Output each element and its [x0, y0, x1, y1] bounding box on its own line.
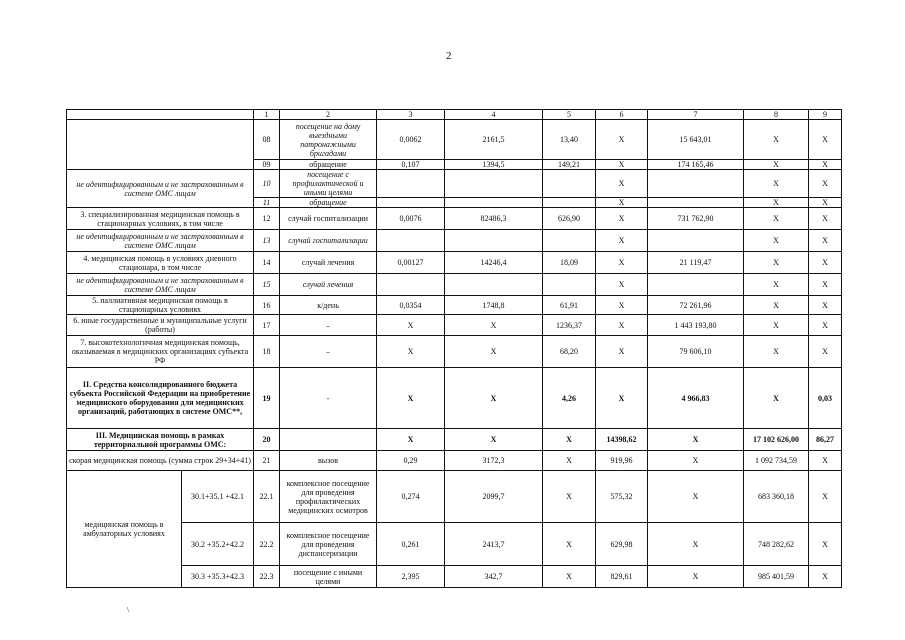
table-row [67, 252, 842, 274]
cell: 79 606,10 [648, 336, 744, 368]
row-label: II. Средства консолидированного бюджета субъекта Российской Федерации на приобретение медицинского оборудования для медицинских организаций, работающих в системе ОМС**, [67, 368, 254, 429]
row-unit: случай лечения [280, 252, 377, 274]
cell: 0,274 [377, 471, 445, 523]
cell: X [809, 523, 842, 566]
row-label: 7. высокотехнологичная медицинская помощь, оказываемая в медицинских организациях субъекта РФ [67, 336, 254, 368]
cell: 61,91 [543, 296, 596, 315]
cell: X [809, 230, 842, 252]
cell: 15 643,01 [648, 120, 744, 160]
cell: X [809, 160, 842, 170]
row-code: 19 [254, 368, 280, 429]
cell: X [744, 160, 809, 170]
cell: X [744, 315, 809, 336]
row-code: 11 [254, 198, 280, 208]
cell: X [543, 451, 596, 471]
cell: 0,107 [377, 160, 445, 170]
cell: X [596, 252, 648, 274]
row-unit: вызов [280, 451, 377, 471]
cell: X [445, 315, 543, 336]
cell: 1 443 193,80 [648, 315, 744, 336]
cell [648, 230, 744, 252]
header-row [67, 110, 842, 120]
row-label: не идентифицированным и не застрахованным в системе ОМС лицам [67, 274, 254, 296]
table-row [67, 523, 842, 566]
row-label: 6. иные государственные и муниципальные услуги (работы) [67, 315, 254, 336]
cell: X [543, 566, 596, 588]
cell: 626,90 [543, 208, 596, 230]
row-code: 22.2 [254, 523, 280, 566]
cell [648, 170, 744, 198]
cell: X [596, 160, 648, 170]
cell: X [744, 368, 809, 429]
cell: 0,0354 [377, 296, 445, 315]
table-row [67, 336, 842, 368]
row-code: 10 [254, 170, 280, 198]
cell [543, 230, 596, 252]
row-unit: случай госпитализации [280, 208, 377, 230]
row-unit: посещение на дому выездными патронажными бригадами [280, 120, 377, 160]
cell: X [744, 296, 809, 315]
cell: X [377, 315, 445, 336]
cell: 829,61 [596, 566, 648, 588]
cell: 14398,62 [596, 429, 648, 451]
cell [543, 170, 596, 198]
cell: X [809, 198, 842, 208]
cell: X [648, 429, 744, 451]
cell: X [596, 368, 648, 429]
cell: X [596, 315, 648, 336]
row-label: 3. специализированная медицинская помощь в стационарных условиях, в том числе [67, 208, 254, 230]
cell: X [744, 252, 809, 274]
row-ref: 30.1+35.1 +42.1 [182, 471, 254, 523]
cell: X [744, 274, 809, 296]
cell: X [744, 120, 809, 160]
cell: X [744, 170, 809, 198]
cell: X [596, 208, 648, 230]
cell: X [809, 208, 842, 230]
cell: X [543, 471, 596, 523]
cell: X [648, 523, 744, 566]
table-row [67, 451, 842, 471]
row-code: 12 [254, 208, 280, 230]
cell: 0,03 [809, 368, 842, 429]
cell [648, 274, 744, 296]
header-cell: 2 [280, 110, 377, 120]
table-row [67, 208, 842, 230]
row-ref: 30.3 +35.3+42.3 [182, 566, 254, 588]
budget-table [66, 109, 842, 588]
cell [648, 198, 744, 208]
row-label: скорая медицинская помощь (сумма строк 29+34+41) [67, 451, 254, 471]
header-cell: 9 [809, 110, 842, 120]
cell [377, 170, 445, 198]
row-unit: обращение [280, 160, 377, 170]
cell: 0,29 [377, 451, 445, 471]
cell: X [377, 368, 445, 429]
cell: 342,7 [445, 566, 543, 588]
cell: X [543, 429, 596, 451]
row-code: 17 [254, 315, 280, 336]
row-unit [280, 429, 377, 451]
row-label [67, 120, 254, 170]
cell: 1394,5 [445, 160, 543, 170]
cell: X [809, 120, 842, 160]
cell: X [744, 208, 809, 230]
cell: 13,40 [543, 120, 596, 160]
row-code: 21 [254, 451, 280, 471]
cell: X [445, 429, 543, 451]
cell: 629,98 [596, 523, 648, 566]
cell: 2,395 [377, 566, 445, 588]
cell: X [809, 170, 842, 198]
table-row [67, 230, 842, 252]
cell: X [809, 451, 842, 471]
cell: X [543, 523, 596, 566]
header-cell-empty [67, 110, 254, 120]
header-cell: 8 [744, 110, 809, 120]
cell: X [809, 566, 842, 588]
cell [445, 230, 543, 252]
cell: X [744, 336, 809, 368]
row-code: 08 [254, 120, 280, 160]
row-unit: – [280, 315, 377, 336]
cell [377, 274, 445, 296]
row-code: 15 [254, 274, 280, 296]
table-row [67, 315, 842, 336]
cell: 72 261,96 [648, 296, 744, 315]
table-row [67, 170, 842, 198]
row-unit: комплексное посещение для проведения диспансеризации [280, 523, 377, 566]
table-row [67, 429, 842, 451]
row-ref: 30.2 +35.2+42.2 [182, 523, 254, 566]
cell: 14246,4 [445, 252, 543, 274]
cell [377, 230, 445, 252]
row-code: 13 [254, 230, 280, 252]
cell: 0,0076 [377, 208, 445, 230]
cell: 919,96 [596, 451, 648, 471]
cell [543, 198, 596, 208]
cell: 2099,7 [445, 471, 543, 523]
cell [445, 274, 543, 296]
cell: 18,09 [543, 252, 596, 274]
table-row [67, 368, 842, 429]
cell: 17 102 626,00 [744, 429, 809, 451]
row-code: 16 [254, 296, 280, 315]
cell: X [744, 230, 809, 252]
cell: X [809, 252, 842, 274]
cell: 748 282,62 [744, 523, 809, 566]
cell: X [596, 230, 648, 252]
row-unit: обращение [280, 198, 377, 208]
cell: 2413,7 [445, 523, 543, 566]
cell: 4 966,83 [648, 368, 744, 429]
header-cell: 3 [377, 110, 445, 120]
row-code: 20 [254, 429, 280, 451]
row-unit: - [280, 368, 377, 429]
row-label: не идентифицированным и не застрахованным в системе ОМС лицам [67, 230, 254, 252]
cell: 1 092 734,59 [744, 451, 809, 471]
row-unit: посещение с профилактической и иными целями [280, 170, 377, 198]
cell: X [596, 198, 648, 208]
cell: 985 401,59 [744, 566, 809, 588]
cell: X [377, 429, 445, 451]
cell: 575,32 [596, 471, 648, 523]
row-label: не идентифицированным и не застрахованным в системе ОМС лицам [67, 170, 254, 208]
header-cell: 4 [445, 110, 543, 120]
row-unit: комплексное посещение для проведения профилактических медицинских осмотров [280, 471, 377, 523]
row-unit: к/день [280, 296, 377, 315]
cell: 3172,3 [445, 451, 543, 471]
row-unit: случай госпитализации [280, 230, 377, 252]
cell: X [596, 336, 648, 368]
row-code: 22.1 [254, 471, 280, 523]
table-row [67, 471, 842, 523]
cell: X [648, 566, 744, 588]
cell: 82486,3 [445, 208, 543, 230]
row-label: 4. медицинская помощь в условиях дневного стационара, в том числе [67, 252, 254, 274]
header-cell: 6 [596, 110, 648, 120]
cell: X [596, 170, 648, 198]
cell: 0,0062 [377, 120, 445, 160]
cell [445, 198, 543, 208]
cell: X [809, 471, 842, 523]
cell [543, 274, 596, 296]
row-label: 5. паллиативная медицинская помощь в стационарных условиях [67, 296, 254, 315]
page-number: 2 [446, 50, 452, 62]
row-unit: случай лечения [280, 274, 377, 296]
row-unit: – [280, 336, 377, 368]
cell: X [445, 336, 543, 368]
cell: 1748,8 [445, 296, 543, 315]
table-row [67, 296, 842, 315]
table-row [67, 566, 842, 588]
cell: 1236,37 [543, 315, 596, 336]
cell: 4,26 [543, 368, 596, 429]
table-row [67, 120, 842, 160]
cell: X [809, 336, 842, 368]
table-row [67, 274, 842, 296]
header-cell: 1 [254, 110, 280, 120]
cell: X [809, 315, 842, 336]
header-cell: 5 [543, 110, 596, 120]
cell: X [744, 198, 809, 208]
cell: 149,21 [543, 160, 596, 170]
cell: X [648, 451, 744, 471]
cell: X [596, 296, 648, 315]
cell: 2161,5 [445, 120, 543, 160]
cell: X [596, 274, 648, 296]
cell: 21 119,47 [648, 252, 744, 274]
header-cell: 7 [648, 110, 744, 120]
cell: 731 762,90 [648, 208, 744, 230]
cell: 0,00127 [377, 252, 445, 274]
cell: 68,20 [543, 336, 596, 368]
cell: 0,261 [377, 523, 445, 566]
cell [445, 170, 543, 198]
row-code: 18 [254, 336, 280, 368]
row-unit: посещение с иными целями [280, 566, 377, 588]
cell: X [377, 336, 445, 368]
row-code: 14 [254, 252, 280, 274]
cell: 86,27 [809, 429, 842, 451]
row-label: медицинская помощь в амбулаторных условиях [67, 471, 182, 588]
cell: X [596, 120, 648, 160]
row-code: 09 [254, 160, 280, 170]
row-label: III. Медицинская помощь в рамках территориальной программы ОМС: [67, 429, 254, 451]
cell: 174 165,46 [648, 160, 744, 170]
cell: X [809, 274, 842, 296]
cell: X [648, 471, 744, 523]
footer-mark: \ [127, 606, 129, 614]
cell [377, 198, 445, 208]
cell: X [809, 296, 842, 315]
cell: X [445, 368, 543, 429]
row-code: 22.3 [254, 566, 280, 588]
cell: 683 360,18 [744, 471, 809, 523]
